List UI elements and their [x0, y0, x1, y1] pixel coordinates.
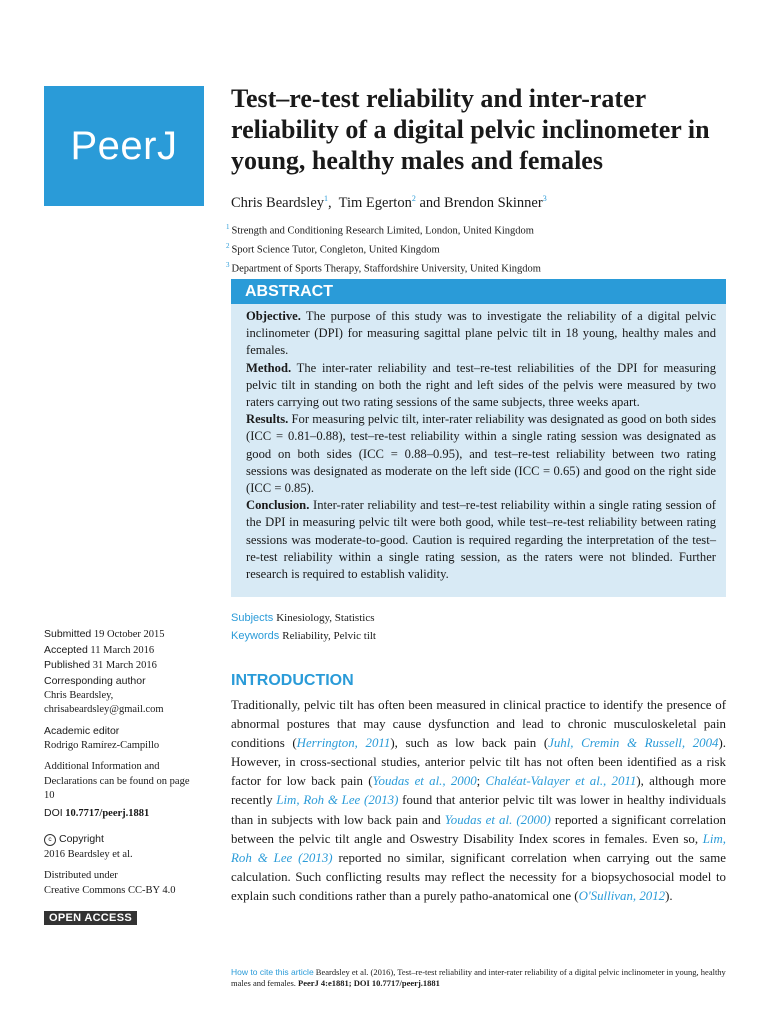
subjects-value: Kinesiology, Statistics — [276, 612, 375, 624]
author-name[interactable]: Tim Egerton — [338, 194, 412, 211]
citation-link[interactable]: Youdas et al. (2000) — [444, 812, 551, 827]
affiliation-text: Department of Sports Therapy, Staffordshire University, United Kingdom — [231, 263, 541, 275]
license-link[interactable]: Creative Commons CC-BY 4.0 — [44, 884, 176, 896]
abstract-method — [246, 360, 716, 412]
academic-editor-name: Rodrigo Ramírez-Campillo — [44, 739, 160, 751]
keywords-label: Keywords — [231, 630, 280, 642]
peerj-logo — [44, 86, 204, 206]
keywords-value: Reliability, Pelvic tilt — [282, 630, 376, 642]
citation-link[interactable]: Juhl, Cremin & Russell, 2004 — [548, 736, 719, 751]
affiliation-mark: 1 — [226, 223, 230, 231]
intro-text: ). However, in cross-sectional studies, anterior pelvic tilt has not often been identified as a risk factor for low back pain ( — [231, 736, 726, 789]
doi-line — [44, 806, 204, 822]
author-name[interactable]: Chris Beardsley — [231, 194, 325, 211]
corresponding-author — [44, 674, 204, 718]
doi-label: DOI — [44, 807, 63, 819]
intro-text: ; — [476, 774, 486, 789]
abstract-section-label: Method. — [246, 360, 292, 375]
abstract-heading: ABSTRACT — [231, 279, 726, 304]
corresponding-author-name: Chris Beardsley, — [44, 689, 114, 701]
distributed-label: Distributed under — [44, 870, 118, 881]
author-list — [231, 190, 751, 212]
accepted-date: 11 March 2016 — [90, 644, 155, 656]
keywords-line — [231, 629, 376, 644]
intro-text: reported a significant correlation between the pelvic tilt angle and Oswestry Disability Index scores in females. Even so, — [231, 812, 726, 846]
author-and: and — [419, 194, 441, 211]
intro-text: found that anterior pelvic tilt was lower in healthy individuals than in subjects with low back pain and — [231, 793, 726, 827]
author-separator: , — [328, 194, 332, 211]
introduction-paragraph — [231, 696, 726, 906]
citation-link[interactable]: Lim, Roh & Lee (2013) — [276, 793, 399, 808]
citation-footer — [231, 967, 731, 989]
abstract-section-label: Conclusion. — [246, 498, 310, 513]
affiliation-item — [226, 258, 746, 277]
citation-text: Beardsley et al. (2016), Test–re-test reliability and inter-rater reliability of a digital pelvic inclinometer in young, healthy males and females. — [231, 967, 726, 988]
doi-value[interactable]: 10.7717/peerj.1881 — [65, 808, 150, 819]
academic-editor-label: Academic editor — [44, 725, 120, 737]
section-heading-introduction: INTRODUCTION — [231, 672, 354, 689]
abstract-section-label: Objective. — [246, 309, 301, 323]
intro-text: reported no similar, significant correlation when carrying out the same calculation. Such conflicting results may reflect the necessity for a biopsychosocial model to explain such conditions rather than a purely patho-anatomical one ( — [231, 850, 726, 903]
abstract-objective — [246, 308, 716, 360]
abstract-box — [231, 279, 726, 597]
subjects-line — [231, 611, 375, 626]
published-date: 31 March 2016 — [92, 660, 157, 671]
citation-label: How to cite this article — [231, 967, 314, 977]
submitted-label: Submitted — [44, 628, 92, 640]
author-affiliation-mark: 1 — [324, 194, 329, 203]
affiliation-mark: 2 — [226, 242, 230, 250]
corresponding-author-label: Corresponding author — [44, 675, 146, 687]
publication-dates — [44, 627, 204, 674]
affiliation-mark: 3 — [226, 261, 230, 269]
submitted-date: 19 October 2015 — [93, 629, 165, 640]
author-affiliation-mark: 2 — [411, 194, 416, 203]
affiliation-item — [226, 239, 746, 258]
abstract-section-label: Results. — [246, 412, 289, 427]
intro-text: ). — [665, 888, 673, 903]
paper-title: Test–re-test reliability and inter-rater reliability of a digital pelvic inclinometer in young, healthy males and females — [231, 84, 710, 175]
accepted-line — [44, 643, 204, 659]
citation-link[interactable]: O'Sullivan, 2012 — [578, 888, 666, 903]
abstract-section-text: The inter-rater reliability and test–re-test reliabilities of the DPI for measuring pelvic tilt in standing on both the right and left sides of the pelvis were measured by two raters carrying out two rating sessions of the same subjects, three weeks apart. — [246, 360, 717, 410]
intro-text: ), although more recently — [231, 774, 726, 808]
open-access-badge: OPEN ACCESS — [44, 911, 137, 925]
accepted-label: Accepted — [44, 643, 88, 656]
submitted-line — [44, 627, 204, 643]
abstract-conclusion — [246, 497, 716, 583]
affiliation-item — [226, 220, 746, 239]
logo-text: PeerJ — [70, 123, 178, 168]
copyright-label: Copyright — [59, 833, 104, 845]
abstract-results — [246, 411, 716, 497]
abstract-section-text: The purpose of this study was to investigate the reliability of a digital pelvic inclinometer (DPI) for measuring sagittal plane pelvic tilt in 18 young, healthy males and females. — [246, 309, 716, 358]
citation-link[interactable]: Herrington, 2011 — [296, 736, 391, 751]
affiliation-list — [226, 220, 746, 277]
copyright-icon: c — [44, 834, 56, 846]
copyright-value: 2016 Beardsley et al. — [44, 848, 133, 860]
abstract-section-text: Inter-rater reliability and test–re-test reliability within a single rating session of the DPI in measuring pelvic tilt were both good, while test–re-test reliability between rating sessions was moderate-to-good. Caution is required regarding the interpretation of the test–re-test reliability within a single rating session, as the raters were not blinded. Further research is required to establish validity. — [246, 498, 717, 582]
license-block — [44, 869, 204, 898]
citation-link[interactable]: Youdas et al., 2000 — [372, 774, 477, 789]
author-affiliation-mark: 3 — [542, 194, 547, 203]
academic-editor — [44, 724, 204, 753]
subjects-label: Subjects — [231, 612, 274, 624]
copyright-block — [44, 832, 204, 862]
intro-text: ), such as low back pain ( — [390, 736, 549, 751]
author-name[interactable]: Brendon Skinner — [444, 194, 543, 211]
citation-link[interactable]: Lim, Roh & Lee (2013) — [231, 831, 726, 865]
published-line — [44, 658, 204, 674]
copyright-line — [44, 832, 204, 848]
additional-info-note[interactable]: Additional Information and Declarations can be found on page 10 — [44, 761, 190, 801]
citation-link[interactable]: Chaléat-Valayer et al., 2011 — [485, 774, 637, 789]
intro-text: Traditionally, pelvic tilt has often been measured in clinical practice to identify the presence of abnormal postures that may cause dysfunction and lead to chronic musculoskeletal pain conditions ( — [231, 698, 726, 751]
affiliation-text: Sport Science Tutor, Congleton, United Kingdom — [231, 244, 440, 256]
corresponding-author-email[interactable]: chrisabeardsley@gmail.com — [44, 704, 164, 715]
citation-journal[interactable]: PeerJ 4:e1881; DOI 10.7717/peerj.1881 — [298, 978, 440, 988]
abstract-body — [231, 304, 726, 583]
published-label: Published — [44, 659, 91, 671]
abstract-section-text: For measuring pelvic tilt, inter-rater reliability was designated as good on both sides (ICC = 0.81–0.88), test–re-test reliability within a single rating session was designated as good on both sides (ICC = 0.88–0.95), and test–re-test reliability between two rating sessions was designated as moderate on the left side (ICC = 0.65) and good on the right side (ICC = 0.85). — [246, 412, 716, 496]
affiliation-text: Strength and Conditioning Research Limited, London, United Kingdom — [231, 225, 534, 237]
